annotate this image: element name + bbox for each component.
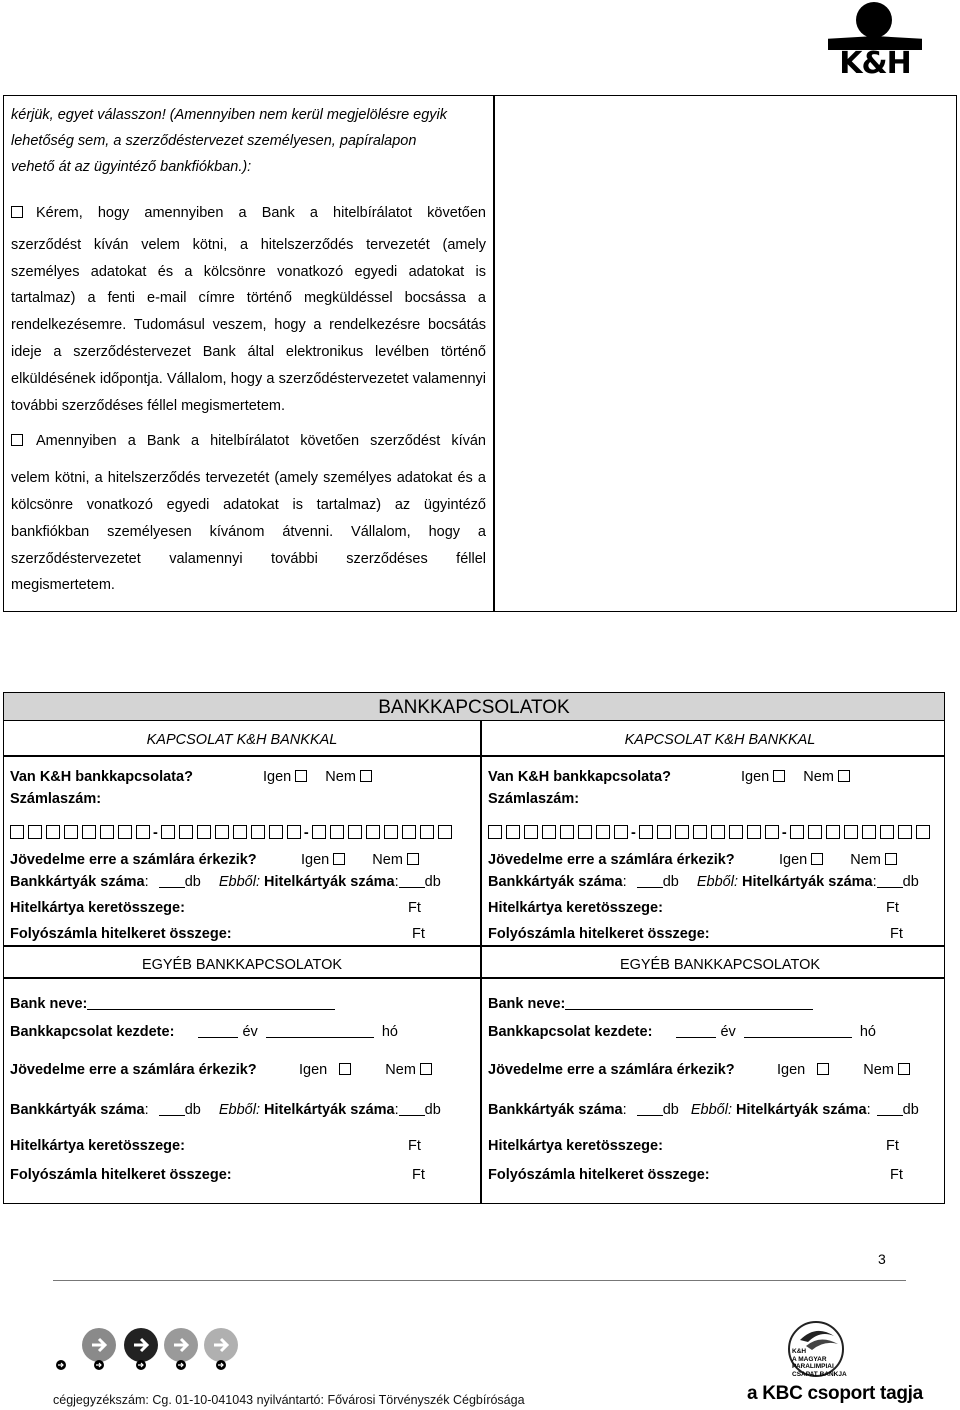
footer-divider	[53, 1280, 906, 1281]
other-cards-count-field[interactable]	[637, 1102, 663, 1116]
cards-count-field[interactable]	[637, 874, 663, 888]
kh-header: KAPCSOLAT K&H BANKKAL	[624, 732, 816, 748]
arrow-right-icon	[124, 1328, 158, 1362]
cards-count-field[interactable]	[159, 874, 185, 888]
kh-header: KAPCSOLAT K&H BANKKAL	[146, 732, 338, 748]
bank-relations-table	[3, 692, 945, 1204]
other-bank-name-field[interactable]	[565, 996, 813, 1010]
logo-ball-icon	[856, 2, 892, 38]
delivery-consent-table	[3, 95, 957, 612]
small-arrow-icon	[56, 1360, 66, 1370]
bank-column-left: KAPCSOLAT K&H BANKKAL Van K&H bankkapcsolata? Igen Nem Számlaszám: - - Jövedelme erre a számlára érkezik? Igen Nem Bankkártyák száma: db Ebből: Hitelkártyák száma: db Hitelkártya keretösszege: Ft Folyószámla hitelkeret összege: Ft EGYÉB BANKKAPCSOLATOK Bank neve: Bankkapcsolat kezdete: év hó Jövedelme erre a számlára érkezik? Igen Nem Bankkártyák száma: db Ebből: Hitelkártyák száma: db Hitelkártya keretösszege: Ft Folyószámla hitelkeret összege: Ft	[4, 721, 480, 1203]
other-cards-count-field[interactable]	[159, 1102, 185, 1116]
income-no-checkbox[interactable]	[407, 853, 419, 865]
account-number-boxes[interactable]: - -	[488, 825, 934, 841]
small-arrow-icon	[136, 1360, 146, 1370]
relation-start-year-field[interactable]	[198, 1024, 238, 1038]
bank-relations-title: BANKKAPCSOLATOK	[4, 693, 944, 721]
logo-text: K&H	[839, 46, 911, 81]
consent-column-divider	[493, 96, 495, 611]
option-email-delivery: Kérem, hogy amennyiben a Bank a hitelbírálatot követően szerződést kíván velem kötni, a hitelszerződés tervezetét (amely személyes adatokat és a kölcsönre vonatkozó egyedi adatokat is tartalmaz) a fenti e-mail címre történő megküldéssel bocsássa a rendelkezésemre. Tudomásul veszem, hogy a rendelkezésre bocsátás ideje a szerződéstervezet Bank által elektronikus levélben történő elküldésének időpontja. Vállalom, hogy a szerződéstervezetet valamennyi további szerződéses féllel megismertetem.	[11, 205, 486, 414]
has-relation-no-checkbox[interactable]	[360, 770, 372, 782]
relation-start-year-field[interactable]	[676, 1024, 716, 1038]
income-yes-checkbox[interactable]	[333, 853, 345, 865]
other-income-no-checkbox[interactable]	[420, 1063, 432, 1075]
income-yes-checkbox[interactable]	[811, 853, 823, 865]
other-bank-name-field[interactable]	[87, 996, 335, 1010]
relation-start-month-field[interactable]	[266, 1024, 374, 1038]
small-arrow-icon	[176, 1360, 186, 1370]
credit-cards-count-field[interactable]	[877, 874, 903, 888]
other-banks-header: EGYÉB BANKKAPCSOLATOK	[141, 957, 343, 973]
small-arrow-icon	[216, 1360, 226, 1370]
footer-arrows-decoration	[52, 1328, 242, 1373]
other-income-yes-checkbox[interactable]	[339, 1063, 351, 1075]
kh-logo	[826, 2, 924, 82]
income-no-checkbox[interactable]	[885, 853, 897, 865]
small-arrow-icon	[94, 1360, 104, 1370]
credit-cards-count-field[interactable]	[399, 874, 425, 888]
other-credit-cards-count-field[interactable]	[877, 1102, 903, 1116]
kbc-group-tagline: a KBC csoport tagja	[747, 1383, 923, 1404]
consent-intro: kérjük, egyet válasszon! (Amennyiben nem kerül megjelölésre egyik lehetőség sem, a szerződéstervezet személyesen, papíralapon vehető át az ügyintéző bankfiókban.):	[11, 107, 448, 175]
account-number-boxes[interactable]: - -	[10, 825, 456, 841]
arrow-right-icon	[164, 1328, 198, 1362]
arrow-right-icon	[204, 1328, 238, 1362]
consent-left-cell	[11, 102, 486, 599]
option-branch-delivery: Amennyiben a Bank a hitelbírálatot követően szerződést kíván velem kötni, a hitelszerződés tervezetét (amely személyes adatokat és a kölcsönre vonatkozó egyedi adatokat is tartalmaz) az ügyintéző bankfiókban személyesen kívánom átvenni. Vállalom, hogy a szerződéstervezetet valamennyi további szerződéses féllel megismertetem.	[11, 433, 486, 594]
page-number: 3	[878, 1251, 886, 1267]
other-income-no-checkbox[interactable]	[898, 1063, 910, 1075]
other-income-yes-checkbox[interactable]	[817, 1063, 829, 1075]
paralympic-emblem-text: K&H A MAGYAR PARALIMPIAI CSAPAT BANKJA	[792, 1348, 847, 1378]
has-relation-yes-checkbox[interactable]	[773, 770, 785, 782]
branch-delivery-checkbox[interactable]	[11, 434, 23, 446]
arrow-right-icon	[82, 1328, 116, 1362]
email-delivery-checkbox[interactable]	[11, 206, 23, 218]
other-credit-cards-count-field[interactable]	[399, 1102, 425, 1116]
company-registry: cégjegyzékszám: Cg. 01-10-041043 nyilvántartó: Fővárosi Törvényszék Cégbírósága	[53, 1393, 525, 1407]
other-banks-header: EGYÉB BANKKAPCSOLATOK	[619, 957, 821, 973]
has-relation-yes-checkbox[interactable]	[295, 770, 307, 782]
bank-column-right: KAPCSOLAT K&H BANKKAL Van K&H bankkapcsolata? Igen Nem Számlaszám: - - Jövedelme erre a számlára érkezik? Igen Nem Bankkártyák száma: db Ebből: Hitelkártyák száma: db Hitelkártya keretösszege: Ft Folyószámla hitelkeret összege: Ft EGYÉB BANKKAPCSOLATOK Bank neve: Bankkapcsolat kezdete: év hó Jövedelme erre a számlára érkezik? Igen Nem Bankkártyák száma: db Ebből: Hitelkártyák száma: db Hitelkártya keretösszege: Ft Folyószámla hitelkeret összege: Ft	[482, 721, 958, 1203]
relation-start-month-field[interactable]	[744, 1024, 852, 1038]
has-relation-no-checkbox[interactable]	[838, 770, 850, 782]
